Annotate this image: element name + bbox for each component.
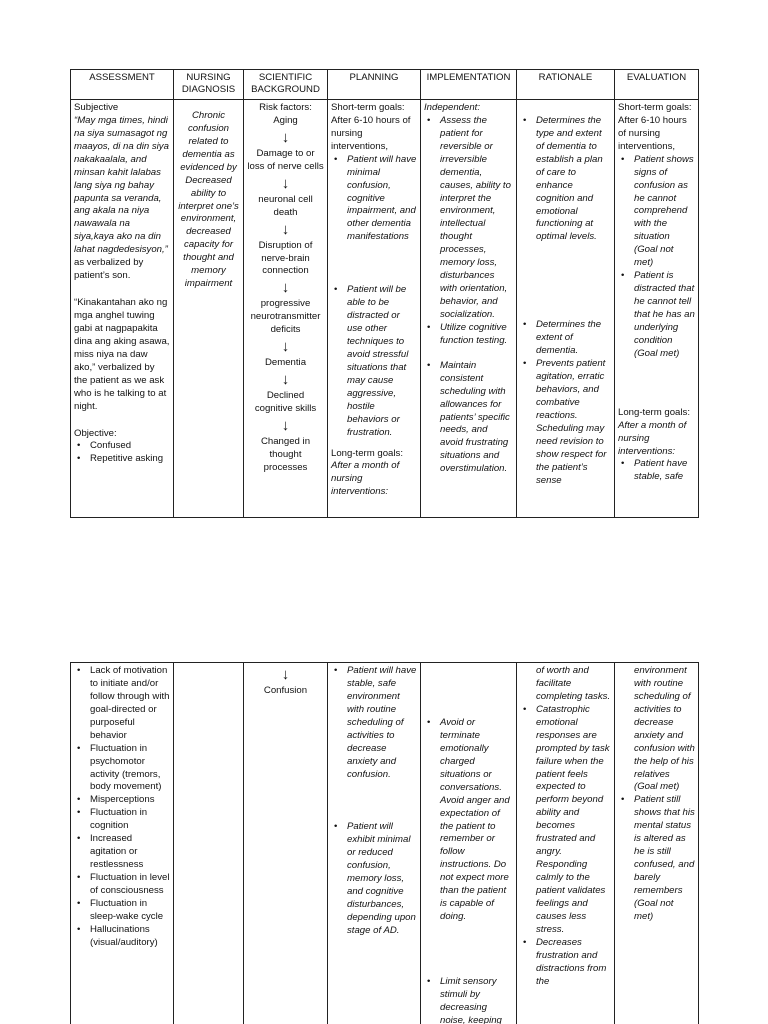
- list-item: • Patient have stable, safe: [618, 458, 695, 484]
- list-item: • Patient will be able to be distracted or use other techniques to avoid stressful situations that may cause aggressive, hostile behaviors or frustration.: [331, 284, 417, 439]
- evaluation-short-term-label: Short-term goals:: [618, 101, 692, 113]
- header-nursing-diagnosis: NURSING DIAGNOSIS: [174, 70, 244, 100]
- list-item: • Fluctuation in sleep-wake cycle: [74, 898, 170, 924]
- list-item: • Fluctuation in cognition: [74, 807, 170, 833]
- rationale-cell-continued: [517, 663, 615, 1024]
- list-item: • Avoid or terminate emotionally charged situations or conversations. Avoid anger and expectation of the patient to remember or follow instructions. Do not expect more than the patient is capable of doing.: [424, 717, 513, 924]
- arrow-down-icon: ↓: [281, 666, 290, 683]
- header-assessment: ASSESSMENT: [71, 70, 174, 100]
- list-item: • Increased agitation or restlessness: [74, 833, 170, 872]
- evaluation-cell: [615, 99, 699, 517]
- planning-cell-continued: [328, 663, 421, 1024]
- header-evaluation: EVALUATION: [615, 70, 699, 100]
- list-item: • Confused: [74, 440, 170, 453]
- list-item: • Assess the patient for reversible or irreversible dementia, causes, ability to interpret the environment, intellectual thought processes, memory loss, disturbances with orientation, behavior, and socialization.: [424, 115, 513, 322]
- care-plan-table-page1: [70, 69, 699, 518]
- planning-short-term-label: Short-term goals:: [331, 101, 405, 113]
- planning-long-term-label: Long-term goals:: [331, 447, 403, 459]
- header-rationale: RATIONALE: [517, 70, 615, 100]
- evaluation-long-term-intro: After a month of nursing interventions:: [618, 419, 687, 457]
- list-item: • Utilize cognitive function testing.: [424, 322, 513, 348]
- evaluation-long-term-label: Long-term goals:: [618, 406, 690, 418]
- care-plan-table-page2: [70, 662, 699, 1024]
- arrow-down-icon: ↓: [281, 128, 290, 146]
- table-row: [71, 663, 699, 1024]
- list-item: • Maintain consistent scheduling with allowances for patients’ specific needs, and avoid frustrating situations and overstimulation.: [424, 360, 513, 476]
- list-item: • Patient shows signs of confusion as he cannot comprehend with the situation (Goal not met): [618, 154, 695, 270]
- diagnosis-cell: [174, 99, 244, 517]
- list-item: • Limit sensory stimuli by decreasing noise, keeping: [424, 976, 513, 1024]
- arrow-down-icon: ↓: [281, 279, 290, 297]
- arrow-down-icon: ↓: [281, 220, 290, 238]
- list-item: • Patient will have minimal confusion, cognitive impairment, and other dementia manifestations: [331, 154, 417, 245]
- objective-label: Objective:: [74, 427, 117, 439]
- planning-short-term-intro: After 6-10 hours of nursing interventions,: [331, 114, 411, 152]
- objective-list-continued: [74, 665, 170, 950]
- evaluation-short-term-list: [618, 154, 695, 361]
- arrow-down-icon: ↓: [281, 338, 290, 356]
- risk-factors-label: Risk factors:: [259, 101, 312, 113]
- flow-step-confusion: Confusion: [263, 685, 308, 696]
- planning-long-term-intro: After a month of nursing interventions:: [331, 460, 400, 498]
- flow-step-dementia: Dementia: [264, 357, 307, 369]
- list-item: • Repetitive asking: [74, 453, 170, 466]
- list-item: • Determines the extent of dementia.: [520, 319, 611, 358]
- list-item: • Patient still shows that his mental status is altered as he is still confused, and barely remembers (Goal not met): [618, 794, 695, 923]
- flow-step-neurotransmitter: progressive neurotransmitter deficits: [250, 298, 321, 336]
- quote-2-attribution: verbalized by the patient as we ask who is he talking to at night.: [74, 361, 167, 412]
- objective-list: [74, 440, 170, 466]
- flow-step-cell-death: neuronal cell death: [258, 193, 313, 218]
- header-row: [71, 70, 699, 100]
- flow-step-thought-processes: Changed in thought processes: [260, 436, 311, 473]
- list-item: • Prevents patient agitation, erratic behaviors, and combative reactions. Scheduling may need revision to show respect for the patient’s sense: [520, 358, 611, 487]
- subjective-quote-2: “Kinakantahan ako ng mga anghel tuwing gabi at nagpapakita dina ang aking asawa, miss niya na daw ako,”: [74, 297, 170, 373]
- implementation-cell: [421, 99, 517, 517]
- implementation-list-continued: [424, 717, 513, 1024]
- flow-step-nerve-damage: Damage to or loss of nerve cells: [247, 147, 324, 172]
- implementation-cell-continued: [421, 663, 517, 1024]
- list-item: • Lack of motivation to initiate and/or follow through with goal-directed or purposeful behavior: [74, 665, 170, 743]
- list-item: • Misperceptions: [74, 794, 170, 807]
- flow-step-disruption: Disruption of nerve-brain connection: [258, 239, 313, 277]
- rationale-cell: [517, 99, 615, 517]
- evaluation-continued-text: environment with routine scheduling of activities to decrease anxiety and confusion with the help of his relatives (Goal met): [634, 665, 695, 793]
- list-item: • Determines the type and extent of dementia to establish a plan of care to enhance cognition and emotional functioning at optimal levels.: [520, 115, 611, 244]
- header-implementation: IMPLEMENTATION: [421, 70, 517, 100]
- list-item: • Patient is distracted that he cannot tell that he has an underlying condition (Goal met): [618, 270, 695, 361]
- rationale-continued-text: of worth and facilitate completing tasks.: [536, 665, 611, 702]
- list-item: • Patient will have stable, safe environment with routine scheduling of activities to decrease anxiety and confusion.: [331, 665, 417, 781]
- evaluation-cell-continued: [615, 663, 699, 1024]
- independent-label: Independent:: [424, 101, 481, 113]
- assessment-cell-continued: [71, 663, 174, 1024]
- list-item: • Fluctuation in psychomotor activity (tremors, body movement): [74, 743, 170, 795]
- list-item: • Catastrophic emotional responses are prompted by task failure when the patient feels expected to perform beyond ability and becomes frustrated and angry. Responding calmly to the patient validates feelings and causes less stress.: [520, 704, 611, 937]
- table-row: [71, 99, 699, 517]
- planning-short-term-list: [331, 154, 417, 440]
- header-planning: PLANNING: [328, 70, 421, 100]
- background-cell: [244, 99, 328, 517]
- arrow-down-icon: ↓: [281, 371, 290, 389]
- arrow-down-icon: ↓: [281, 174, 290, 192]
- quote-1-attribution: as verbalized by patient’s son.: [74, 257, 144, 282]
- subjective-quote-1: “May mga times, hindi na siya sumasagot ng maayos, di na din siya nakakaalala, and minsan kahit lalabas lang siya ng bahay papunta sa veranda, ang akala na niya nawawala na siya,kaya ako na din lahat nagdedesisyon,”: [74, 114, 169, 256]
- evaluation-long-term-list-continued: [618, 794, 695, 923]
- list-item: • Decreases frustration and distractions from the: [520, 937, 611, 989]
- header-scientific-background: SCIENTIFIC BACKGROUND: [244, 70, 328, 100]
- planning-long-term-list: [331, 665, 417, 938]
- evaluation-short-term-intro: After 6-10 hours of nursing interventions,: [618, 114, 687, 152]
- list-item: • Hallucinations (visual/auditory): [74, 924, 170, 950]
- list-item: • Fluctuation in level of consciousness: [74, 872, 170, 898]
- flow-step-aging: Aging: [273, 114, 298, 126]
- evaluation-long-term-list: [618, 458, 695, 484]
- rationale-list: [520, 115, 611, 488]
- assessment-cell: [71, 99, 174, 517]
- implementation-list: [424, 115, 513, 476]
- background-cell-continued: [244, 663, 328, 1024]
- list-item: • Patient will exhibit minimal or reduced confusion, memory loss, and cognitive disturbances, depending upon stage of AD.: [331, 821, 417, 937]
- rationale-list-continued: [520, 704, 611, 989]
- flow-step-declined-cognition: Declined cognitive skills: [254, 390, 317, 415]
- arrow-down-icon: ↓: [281, 417, 290, 435]
- nursing-diagnosis-text: Chronic confusion related to dementia as evidenced by Decreased ability to interpret one’s environment, decreased capacity for thought and memory impairment: [178, 109, 239, 290]
- planning-cell: [328, 99, 421, 517]
- diagnosis-cell-continued: [174, 663, 244, 1024]
- subjective-label: Subjective: [74, 101, 119, 113]
